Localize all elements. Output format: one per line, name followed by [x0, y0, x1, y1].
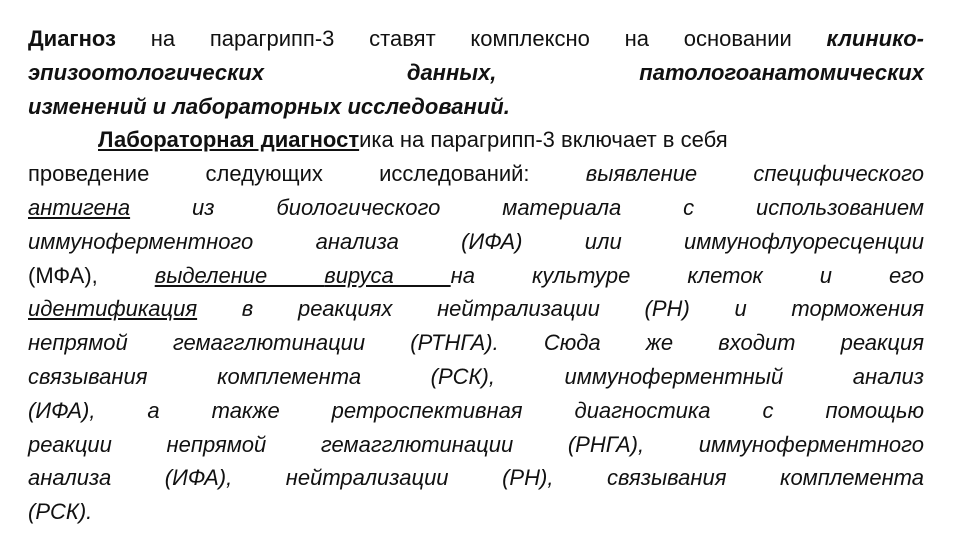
- p2-l10-text: реакции непрямой гемагглютинации (РНГА), иммуноферментного: [28, 431, 924, 457]
- p1-l2-word-3: патологоанатомических: [639, 59, 924, 85]
- p1-line-3: [28, 90, 924, 124]
- p2-l8-text: связывания комплемента (РСК), иммуноферментный анализ: [28, 363, 924, 389]
- p1-l3-text: изменений и лабораторных исследований.: [28, 93, 510, 119]
- p2-line-10: [28, 428, 924, 462]
- antigen-term: антигена: [28, 194, 131, 220]
- p2-l5-text-e: на культуре клеток и его: [450, 262, 925, 288]
- p2-l12-text: (РСК).: [28, 499, 93, 525]
- p2-line-1: [28, 123, 924, 157]
- p2-l9-text: (ИФА), а также ретроспективная диагностика с помощью: [28, 397, 924, 423]
- p2-line-6: [28, 292, 924, 326]
- p2-l7-text: непрямой гемагглютинации (РТНГА). Сюда же входит реакция: [28, 330, 924, 356]
- p1-l2-word-1: эпизоотологических: [28, 59, 264, 85]
- p1-l1-text: на парагрипп-3 ставят комплексно на основании: [115, 26, 827, 51]
- p1-l2-word-2: данных,: [406, 59, 497, 85]
- p2-l4-text: иммуноферментного анализа (ИФА) или иммунофлуоресценции: [28, 228, 924, 254]
- p2-line-5: [28, 259, 924, 293]
- p2-line-11: [28, 461, 924, 495]
- p2-line-3: [28, 191, 924, 225]
- p2-line-2: [28, 157, 924, 191]
- diagnosis-term: Диагноз: [28, 26, 116, 51]
- p2-l2-text: проведение следующих исследований:: [28, 161, 586, 187]
- document-body: [28, 22, 924, 529]
- p2-l11-text: анализа (ИФА), нейтрализации (РН), связывания комплемента: [28, 465, 924, 491]
- p1-l1-emph: клинико-: [826, 26, 924, 51]
- p2-line-9: [28, 394, 924, 428]
- p1-line-2: [28, 56, 924, 90]
- p2-line-4: [28, 225, 924, 259]
- lab-diagnostics-term: Лабораторная диагност: [98, 127, 360, 153]
- isolation-term: выделение: [154, 262, 325, 288]
- virus-term: вируса: [324, 262, 451, 288]
- p2-l5-text-a: (МФА),: [28, 262, 155, 288]
- p2-line-7: [28, 326, 924, 360]
- p2-l1-text: ика на парагрипп-3 включает в себя: [359, 127, 728, 153]
- p1-line-1: [28, 22, 924, 56]
- p2-l6-text: в реакциях нейтрализации (РН) и торможения: [197, 296, 924, 322]
- identification-term: идентификация: [28, 296, 198, 322]
- p2-line-8: [28, 360, 924, 394]
- p2-l3-text: из биологического материала с использованием: [130, 194, 924, 220]
- p2-line-12: [28, 495, 924, 529]
- p2-l2-emph: выявление специфического: [585, 161, 924, 187]
